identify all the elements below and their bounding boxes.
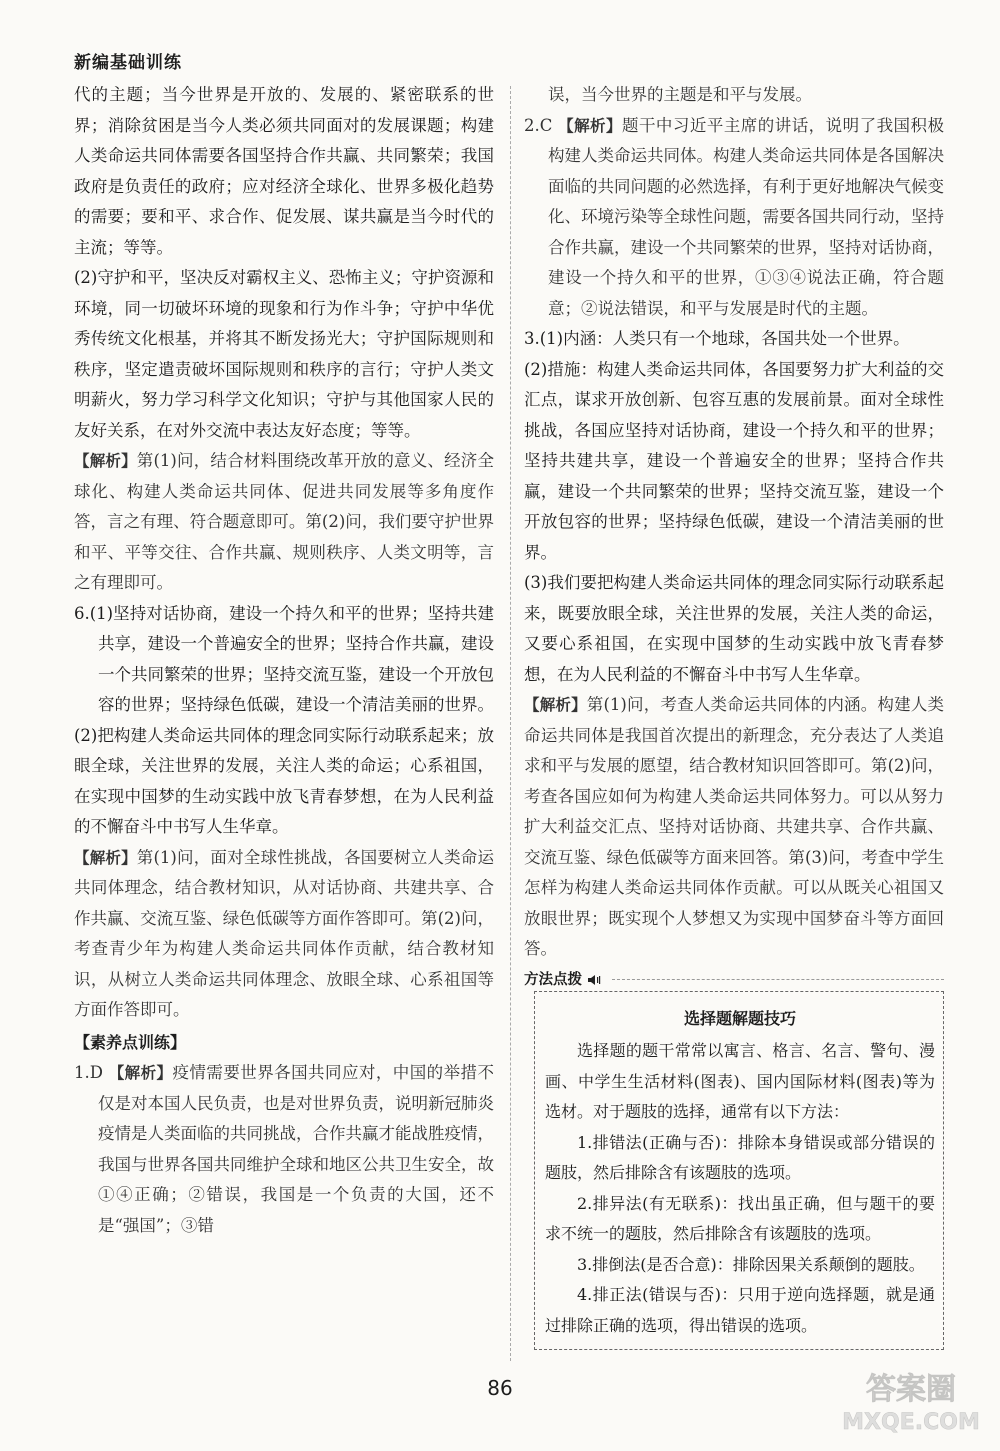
speaker-icon bbox=[588, 974, 602, 986]
right-column bbox=[524, 80, 944, 1350]
answer-3-part-1: 3.(1)内涵：人类只有一个地球，各国共处一个世界。 bbox=[524, 329, 910, 348]
right-analysis bbox=[524, 690, 944, 965]
answer-6-part-2: (2)把构建人类命运共同体的理念同实际行动联系起来；放眼全球，关注世界的发展，关注人类的命运；心系祖国，在实现中国梦的生动实践中放飞青春梦想，在为人民利益的不懈奋斗中书写人生华章。 bbox=[74, 725, 494, 836]
answer-2 bbox=[524, 111, 944, 325]
analysis-text: 第(1)问，考查人类命运共同体的内涵。构建人类命运共同体是我国首次提出的新理念，充分表达了人类追求和平与发展的愿望，结合教材知识回答即可。第(2)问，考查各国应如何为构建人类命运共同体努力。可以从努力扩大利益交汇点、坚持对话协商、共建共享、合作共赢、交流互鉴、绿色低碳等方面来回答。第(3)问，考查中学生怎样为构建人类命运共同体作贡献。可以从既关心祖国又放眼世界；既实现个人梦想又为实现中国梦奋斗等方面回答。 bbox=[524, 695, 944, 958]
analysis-text: 第(1)问，面对全球性挑战，各国要树立人类命运共同体理念，结合教材知识，从对话协商、共建共享、合作共赢、交流互鉴、绿色低碳等方面作答即可。第(2)问，考查青少年为构建人类命运共同体作贡献，结合教材知识，从树立人类命运共同体理念、放眼全球、心系祖国等方面作答即可。 bbox=[74, 847, 494, 1019]
tips-label-text: 方法点拨 bbox=[524, 971, 582, 988]
left-paragraph-2: (2)守护和平，坚决反对霸权主义、恐怖主义；守护资源和环境，同一切破坏环境的现象和行为作斗争；守护中华优秀传统文化根基，并将其不断发扬光大；守护国际规则和秩序，坚定遣责破坏国际规则和秩序的言行；守护人类文明薪火，努力学习科学文化知识；守护与其他国家人民的友好关系，在对外交流中表达友好态度；等等。 bbox=[74, 268, 494, 440]
answer-3-part-2: (2)措施：构建人类命运共同体，各国要努力扩大利益的交汇点，谋求开放创新、包容互惠的发展前景。面对全球性挑战，各国应坚持对话协商，建设一个持久和平的世界；坚持共建共享，建设一个普遍安全的世界；坚持合作共赢，建设一个共同繁荣的世界；坚持交流互鉴，建设一个开放包容的世界；坚持绿色低碳，建设一个清洁美丽的世界。 bbox=[524, 359, 944, 562]
right-continuation: 误，当今世界的主题是和平与发展。 bbox=[548, 85, 812, 104]
tips-method-3: 3.排倒法(是否合意)：排除因果关系颠倒的题肢。 bbox=[577, 1254, 925, 1274]
tips-box bbox=[534, 991, 944, 1351]
watermark-bottom: MXQE.COM bbox=[842, 1410, 980, 1435]
watermark-logo bbox=[836, 1361, 986, 1437]
book-title: 新编基础训练 bbox=[74, 53, 182, 73]
analysis-tag: 【解析】 bbox=[108, 1064, 173, 1082]
watermark-top: 答案圈 bbox=[866, 1372, 956, 1407]
tips-label bbox=[524, 969, 944, 991]
analysis-tag: 【解析】 bbox=[524, 696, 587, 714]
page-number: 86 bbox=[487, 1376, 513, 1400]
analysis-text: 疫情需要世界各国共同应对，中国的举措不仅是对本国人民负责，也是对世界负责，说明新冠肺炎疫情是人类面临的共同挑战，合作共赢才能战胜疫情，我国与世界各国共同维护全球和地区公共卫生安全，故①④正确；②错误，我国是一个负责的大国，还不是“强国”；③错 bbox=[98, 1063, 495, 1235]
analysis-tag: 【解析】 bbox=[74, 848, 137, 867]
left-column bbox=[74, 80, 494, 1241]
column-divider bbox=[510, 86, 511, 1361]
section-heading: 【素养点训练】 bbox=[74, 1032, 187, 1052]
analysis-text: 第(1)问，结合材料围绕改革开放的意义、经济全球化、构建人类命运共同体、促进共同发展等多角度作答，言之有理、符合题意即可。第(2)问，我们要守护世界和平、平等交往、合作共赢、规则秩序、人类文明等，言之有理即可。 bbox=[74, 451, 494, 592]
tips-title: 选择题解题技巧 bbox=[683, 1008, 796, 1028]
tips-intro: 选择题的题干常常以寓言、格言、名言、警句、漫画、中学生生活材料(图表)、国内国际材料(图表)等为选材。对于题肢的选择，通常有以下方法： bbox=[545, 1041, 935, 1121]
tips-method-4: 4.排正法(错误与否)：只用于逆向选择题，就是通过排除正确的选项，得出错误的选项。 bbox=[545, 1285, 935, 1335]
answer-number: 1.D bbox=[74, 1063, 103, 1082]
analysis-text: 题干中习近平主席的讲话，说明了我国积极构建人类命运共同体。构建人类命运共同体是各国解决面临的共同问题的必然选择，有利于更好地解决气候变化、环境污染等全球性问题，需要各国共同行动，坚持合作共赢，建设一个共同繁荣的世界，坚持对话协商，建设一个持久和平的世界，①③④说法正确，符合题意；②说法错误，和平与发展是时代的主题。 bbox=[548, 115, 944, 318]
answer-3-part-3: (3)我们要把构建人类命运共同体的理念同实际行动联系起来，既要放眼全球，关注世界的发展，关注人类的命运，又要心系祖国，在实现中国梦的生动实践中放飞青春梦想，在为人民利益的不懈奋斗中书写人生华章。 bbox=[524, 573, 944, 684]
tips-rule bbox=[612, 979, 944, 980]
tips-method-1: 1.排错法(正确与否)：排除本身错误或部分错误的题肢，然后排除含有该题肢的选项。 bbox=[545, 1132, 935, 1182]
answer-number: 2.C bbox=[524, 115, 553, 135]
answer-6-part-1: 6.(1)坚持对话协商，建设一个持久和平的世界；坚持共建共享，建设一个普遍安全的世界；坚持合作共赢，建设一个共同繁荣的世界；坚持交流互鉴，建设一个开放包容的世界；坚持绿色低碳，建设一个清洁美丽的世界。 bbox=[74, 603, 494, 714]
answer-1 bbox=[74, 1058, 494, 1241]
analysis-tag: 【解析】 bbox=[74, 452, 137, 470]
analysis-tag: 【解析】 bbox=[558, 116, 622, 135]
left-analysis-2 bbox=[74, 843, 494, 1026]
left-paragraph-1: 代的主题；当今世界是开放的、发展的、紧密联系的世界；消除贫困是当今人类必须共同面对的发展课题；构建人类命运共同体需要各国坚持合作共赢、共同繁荣；我国政府是负责任的政府；应对经济全球化、世界多极化趋势的需要；要和平、求合作、促发展、谋共赢是当今时代的主流；等等。 bbox=[74, 85, 494, 257]
tips-method-2: 2.排异法(有无联系)：找出虽正确，但与题干的要求不统一的题肢，然后排除含有该题肢的选项。 bbox=[545, 1193, 935, 1243]
left-analysis-1 bbox=[74, 446, 494, 599]
